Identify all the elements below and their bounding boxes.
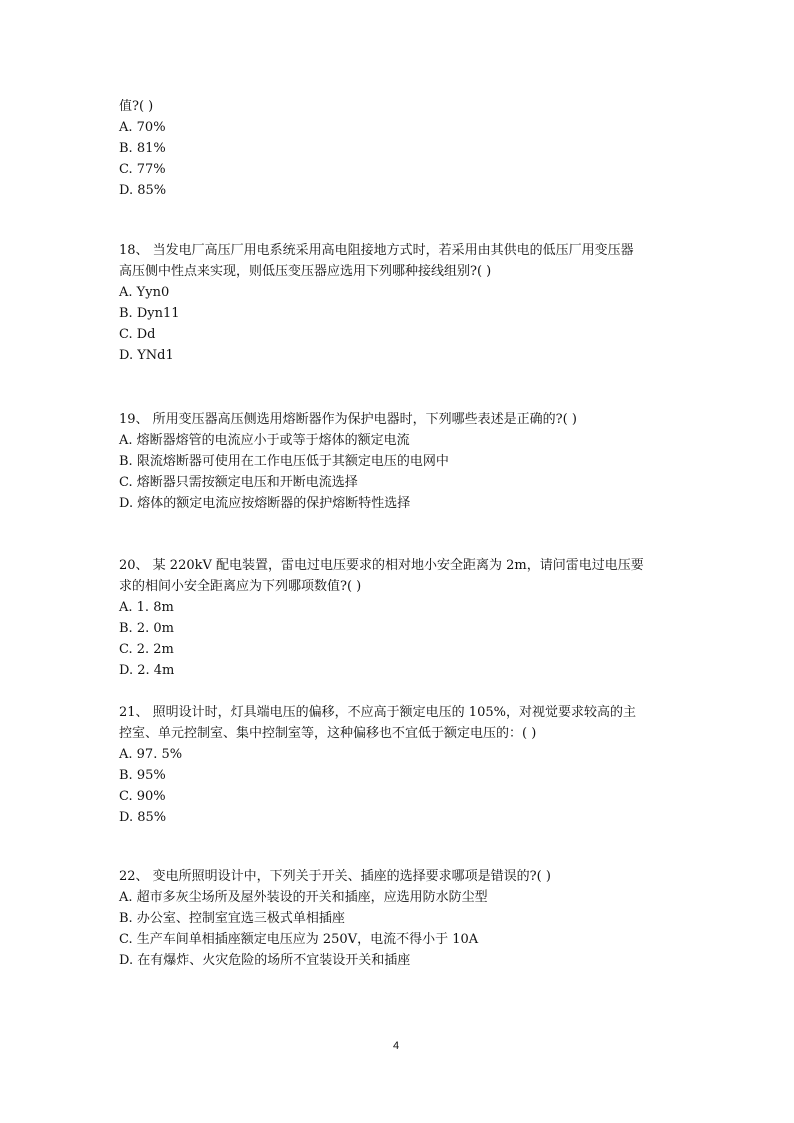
answer-option: B. 办公室、控制室宜选三极式单相插座: [119, 911, 345, 926]
answer-option: D. 85%: [119, 183, 167, 198]
answer-option: C. 77%: [119, 162, 166, 177]
question-block: [119, 96, 679, 201]
page-number: 4: [393, 1040, 400, 1052]
answer-option: D. 在有爆炸、火灾危险的场所不宜装设开关和插座: [119, 953, 411, 968]
question-stem: 21、 照明设计时，灯具端电压的偏移，不应高于额定电压的 105%，对视觉要求较高的主: [119, 705, 636, 720]
answer-option: C. 90%: [119, 789, 166, 804]
answer-option: B. 限流熔断器可使用在工作电压低于其额定电压的电网中: [119, 454, 449, 469]
question-stem: 22、 变电所照明设计中，下列关于开关、插座的选择要求哪项是错误的?( ): [119, 869, 551, 884]
answer-option: B. 2. 0m: [119, 621, 174, 636]
answer-option: C. 生产车间单相插座额定电压应为 250V，电流不得小于 10A: [119, 932, 479, 947]
answer-option: C. 熔断器只需按额定电压和开断电流选择: [119, 475, 358, 490]
answer-option: A. 97. 5%: [119, 747, 183, 762]
question-stem: 19、 所用变压器高压侧选用熔断器作为保护电器时，下列哪些表述是正确的?( ): [119, 412, 577, 427]
question-stem: 求的相间小安全距离应为下列哪项数值?( ): [119, 579, 362, 594]
question-stem: 20、 某 220kV 配电装置，雷电过电压要求的相对地小安全距离为 2m，请问雷电过电压要: [119, 558, 644, 573]
question-block: [119, 409, 679, 514]
answer-option: B. 81%: [119, 141, 166, 156]
answer-option: B. Dyn11: [119, 306, 180, 321]
question-stem: 18、 当发电厂高压厂用电系统采用高电阻接地方式时，若采用由其供电的低压厂用变压器: [119, 243, 634, 258]
question-stem: 控室、单元控制室、集中控制室等，这种偏移也不宜低于额定电压的：( ): [119, 726, 537, 741]
answer-option: D. YNd1: [119, 348, 174, 363]
answer-option: C. Dd: [119, 327, 156, 342]
answer-option: D. 85%: [119, 810, 167, 825]
answer-option: A. 70%: [119, 120, 166, 135]
question-stem: 高压侧中性点来实现，则低压变压器应选用下列哪种接线组别?( ): [119, 264, 492, 279]
answer-option: A. 1. 8m: [119, 600, 174, 615]
question-block: [119, 240, 679, 366]
answer-option: C. 2. 2m: [119, 642, 174, 657]
answer-option: B. 95%: [119, 768, 166, 783]
question-block: [119, 702, 679, 828]
answer-option: A. 熔断器熔管的电流应小于或等于熔体的额定电流: [119, 433, 410, 448]
answer-option: A. 超市多灰尘场所及屋外装设的开关和插座，应选用防水防尘型: [119, 890, 488, 905]
answer-option: D. 熔体的额定电流应按熔断器的保护熔断特性选择: [119, 496, 411, 511]
question-block: [119, 555, 679, 681]
question-block: [119, 866, 679, 971]
answer-option: A. Yyn0: [119, 285, 170, 300]
answer-option: D. 2. 4m: [119, 663, 175, 678]
question-stem: 值?( ): [119, 99, 154, 114]
